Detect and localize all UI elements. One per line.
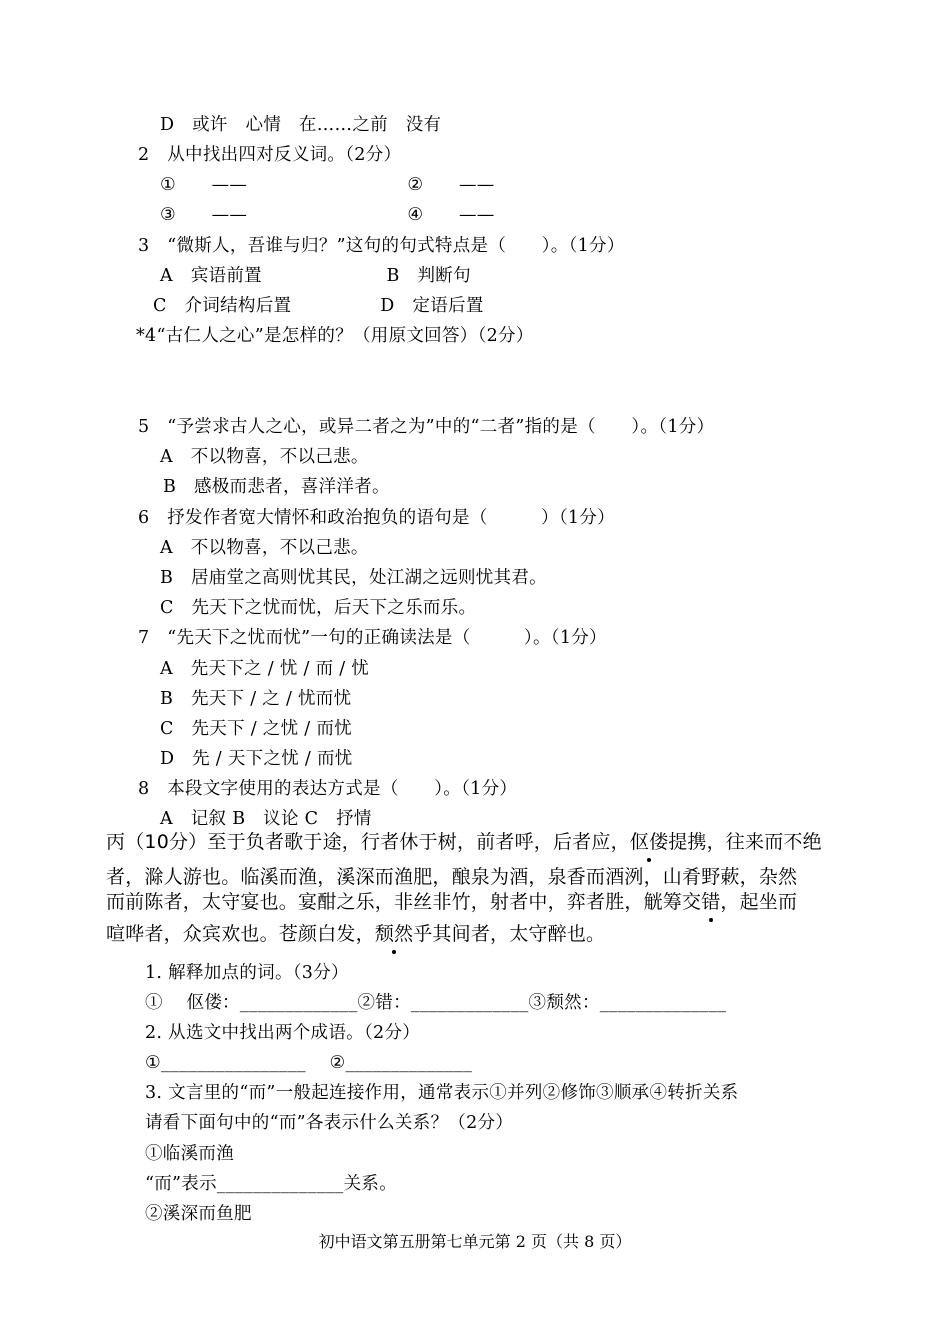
question-2: 2 从中找出四对反义词。（2分） xyxy=(138,145,402,165)
passage-line-3: 而前陈者，太守宴也。宴酣之乐，非丝非竹，射者中，弈者胜，觥筹交错，起坐而 xyxy=(106,891,798,913)
dotted-word-yulv: 伛偻 xyxy=(629,831,669,853)
antonym-row-1: ① —— ② —— xyxy=(160,175,495,195)
q3-options-cd: C 介词结构后置 D 定语后置 xyxy=(153,296,484,316)
q8-options: A 记叙 B 议论 C 抒情 xyxy=(160,809,372,829)
q7-option-b: B 先天下 / 之 / 忧而忧 xyxy=(160,689,352,709)
question-4: *4“古仁人之心”是怎样的？（用原文回答）（2分） xyxy=(136,326,534,346)
q6-option-c: C 先天下之忧而忧，后天下之乐而乐。 xyxy=(160,598,477,618)
option-d-line: D 或许 心情 在……之前 没有 xyxy=(160,115,442,135)
question-6: 6 抒发作者宽大情怀和政治抱负的语句是（ ）（1分） xyxy=(138,508,615,528)
antonym-row-2: ③ —— ④ —— xyxy=(160,205,495,225)
passage-q3: 3. 文言里的“而”一般起连接作用，通常表示①并列②修饰③顺承④转折关系 xyxy=(145,1083,739,1103)
passage-q3-instruction: 请看下面句中的“而”各表示什么关系？（2分） xyxy=(145,1113,514,1133)
q5-option-a: A 不以物喜，不以己悲。 xyxy=(160,447,369,467)
passage-q2-blanks: ①________________ ②______________ xyxy=(145,1053,473,1073)
passage-q2: 2. 从选文中找出两个成语。（2分） xyxy=(145,1023,421,1043)
dotted-word-cuo: 错 xyxy=(701,891,721,913)
passage-line-1: 丙（10分）至于负者歌于途，行者休于树，前者呼，后者应，伛偻提携，往来而不绝 xyxy=(106,831,822,853)
q6-option-a: A 不以物喜，不以己悲。 xyxy=(160,538,369,558)
passage-line-2: 者，滁人游也。临溪而渔，溪深而渔肥，酿泉为酒，泉香而酒洌，山肴野蔌，杂然 xyxy=(106,866,798,888)
question-3: 3 “微斯人，吾谁与归？”这句的句式特点是（ ）。（1分） xyxy=(138,236,625,256)
q7-option-c: C 先天下 / 之忧 / 而忧 xyxy=(160,719,352,739)
q7-option-a: A 先天下之 / 忧 / 而 / 忧 xyxy=(160,659,370,679)
q3-options-ab: A 宾语前置 B 判断句 xyxy=(160,266,471,286)
passage-line-4: 喧哗者，众宾欢也。苍颜白发，颓然乎其间者，太守醉也。 xyxy=(106,923,606,945)
passage-q1: 1. 解释加点的词。（3分） xyxy=(145,963,349,983)
question-8: 8 本段文字使用的表达方式是（ ）。（1分） xyxy=(138,779,518,799)
question-5: 5 “予尝求古人之心，或异二者之为”中的“二者”指的是（ ）。（1分） xyxy=(138,417,715,437)
page-footer: 初中语文第五册第七单元第 2 页（共 8 页） xyxy=(318,1232,632,1251)
passage-q1-blanks: ① 伛偻：_____________②错：_____________③颓然：______________ xyxy=(145,993,727,1013)
passage-q3-answer-1: “而”表示______________关系。 xyxy=(145,1174,397,1194)
q5-option-b: B 感极而悲者，喜洋洋者。 xyxy=(163,477,390,497)
q6-option-b: B 居庙堂之高则忧其民，处江湖之远则忧其君。 xyxy=(160,568,547,588)
passage-q3-item-2: ②溪深而鱼肥 xyxy=(145,1204,252,1224)
question-7: 7 “先天下之忧而忧”一句的正确读法是（ ）。（1分） xyxy=(138,628,607,648)
passage-q3-item-1: ①临溪而渔 xyxy=(145,1144,234,1164)
q7-option-d: D 先 / 天下之忧 / 而忧 xyxy=(160,749,353,769)
dotted-word-tuiran: 颓然 xyxy=(374,923,414,945)
